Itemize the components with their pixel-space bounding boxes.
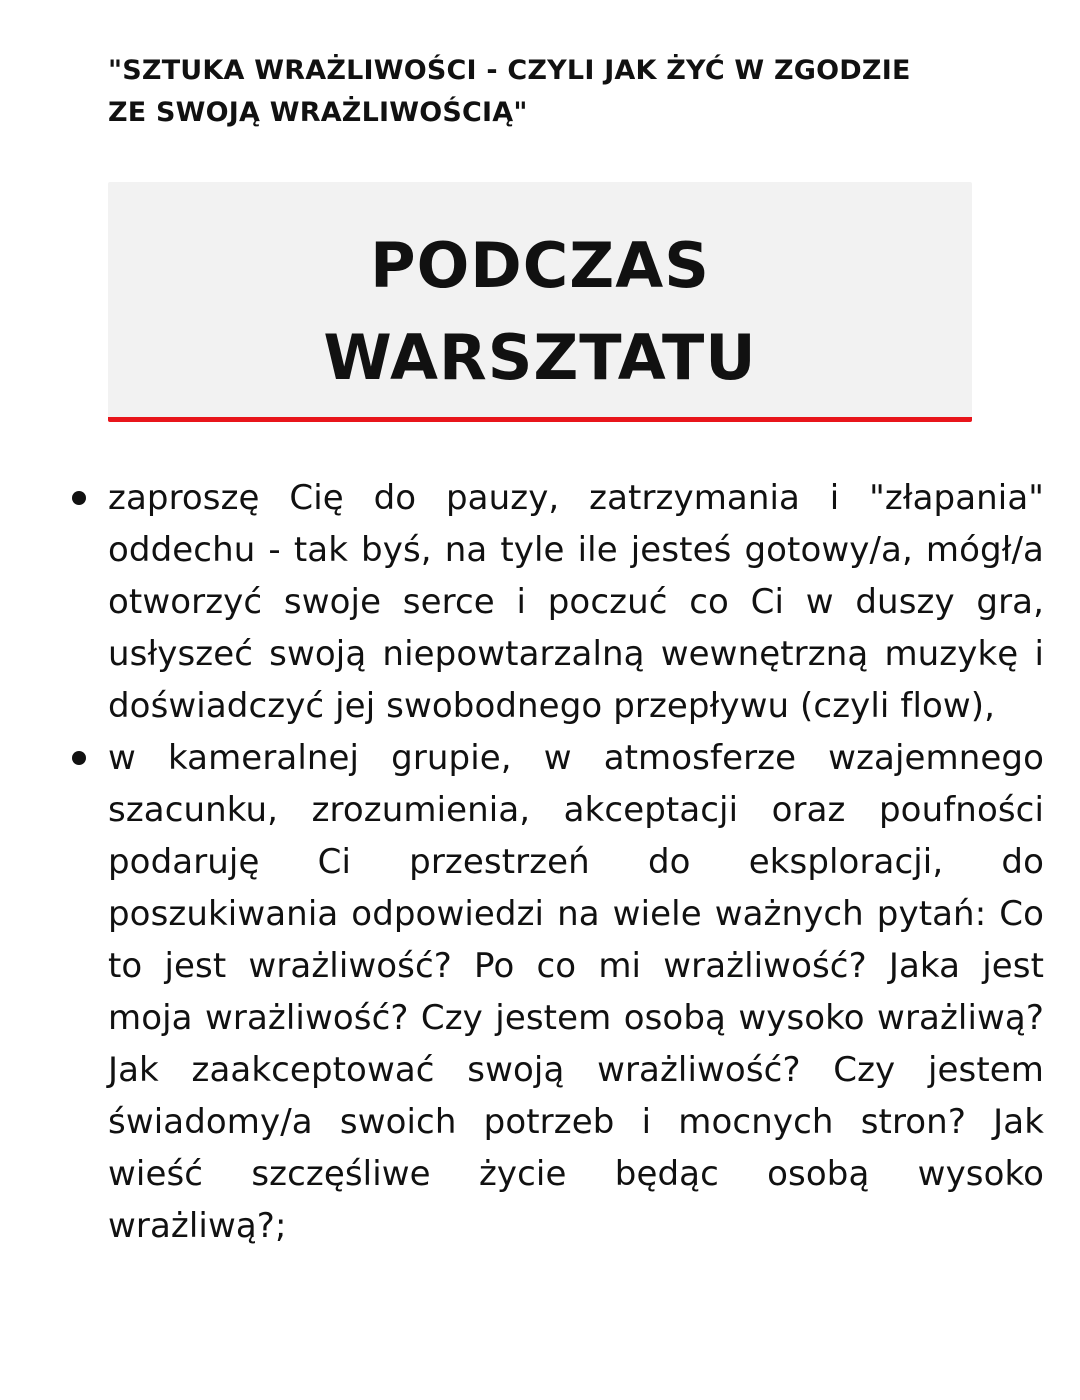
bullet-dot-icon xyxy=(72,751,86,765)
bullet-dot-icon xyxy=(72,491,86,505)
title-box xyxy=(108,182,972,422)
section-title-line-1: PODCZAS xyxy=(370,229,710,302)
section-title-line-2: WARSZTATU xyxy=(323,321,757,394)
bullet-list xyxy=(64,472,1044,1252)
page-header-line-2: ZE SWOJĄ WRAŻLIWOŚCIĄ" xyxy=(108,97,528,128)
list-item xyxy=(64,472,1044,732)
list-item-text: zaproszę Cię do pauzy, zatrzymania i "złapania" oddechu - tak byś, na tyle ile jesteś gotowy/a, mógł/a otworzyć swoje serce i poczuć co Ci w duszy gra, usłyszeć swoją niepowtarzalną wewnętrzną muzykę i doświadczyć jej swobodnego przepływu (czyli flow), xyxy=(108,478,1044,726)
list-item-text: w kameralnej grupie, w atmosferze wzajemnego szacunku, zrozumienia, akceptacji oraz poufności podaruję Ci przestrzeń do eksploracji, do poszukiwania odpowiedzi na wiele ważnych pytań: Co to jest wrażliwość? Po co mi wrażliwość? Jaka jest moja wrażliwość? Czy jestem osobą wysoko wrażliwą? Jak zaakceptować swoją wrażliwość? Czy jestem świadomy/a swoich potrzeb i mocnych stron? Jak wieść szczęśliwe życie będąc osobą wysoko wrażliwą?; xyxy=(108,738,1044,1246)
page-header-line-1: "SZTUKA WRAŻLIWOŚCI - CZYLI JAK ŻYĆ W ZGODZIE xyxy=(108,55,911,86)
list-item xyxy=(64,732,1044,1252)
page-header xyxy=(108,50,968,134)
section-title xyxy=(108,220,972,404)
